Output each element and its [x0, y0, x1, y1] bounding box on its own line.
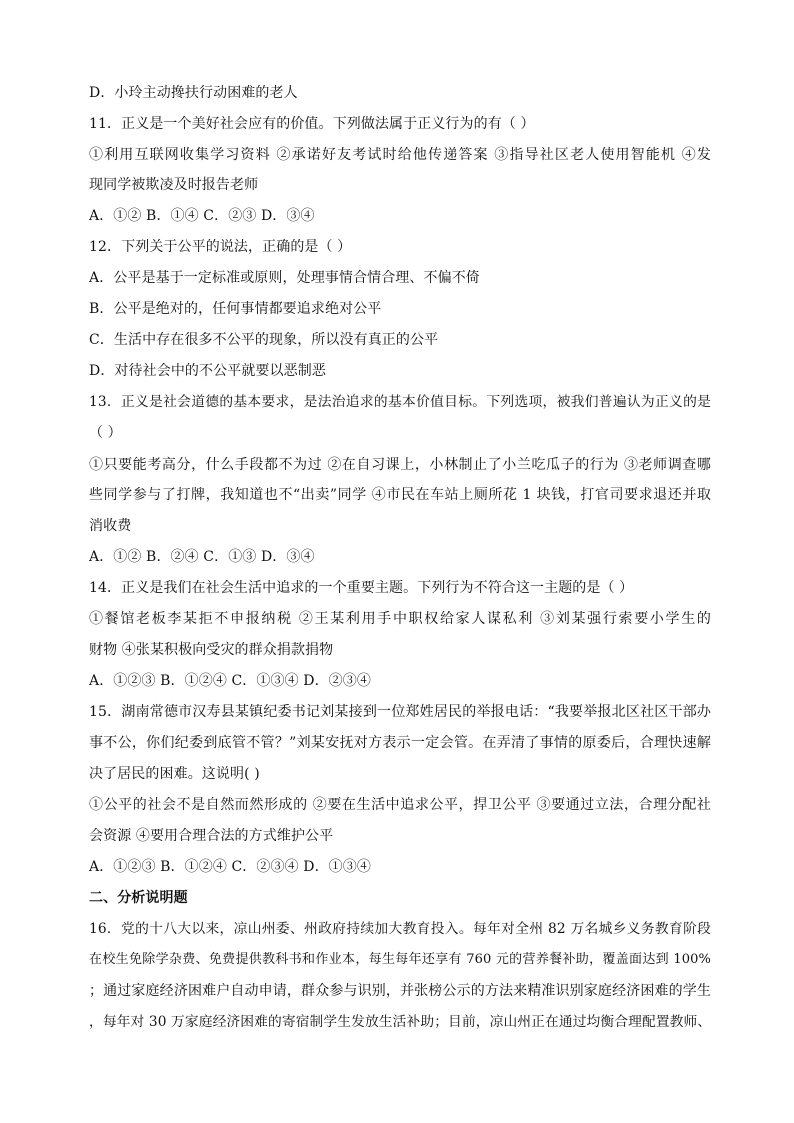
section-heading: 二、分析说明题 — [89, 890, 188, 906]
question-15-statements-line2: 会资源 ④要用合理合法的方式维护公平 — [89, 828, 334, 844]
question-13-statements-line1: ①只要能考高分，什么手段都不为过 ②在自习课上，小林制止了小兰吃瓜子的行为 ③老师调查哪 — [89, 457, 711, 473]
question-15-statements-line1: ①公平的社会不是自然而然形成的 ②要在生活中追求公平，捍卫公平 ③要通过立法，合理分配社 — [89, 797, 711, 813]
question-15-options: A．①②③ B．①②④ C．②③④ D．①③④ — [89, 859, 371, 875]
question-12-option-b: B．公平是绝对的，任何事情都要追求绝对公平 — [89, 301, 382, 317]
question-11-stem: 11．正义是一个美好社会应有的价值。下列做法属于正义行为的有（ ） — [89, 116, 535, 132]
question-13-statements-line3: 消收费 — [89, 518, 132, 534]
question-14-options: A．①②③ B．①②④ C．①③④ D．②③④ — [89, 673, 371, 689]
question-15-stem-line2: 事不公，你们纪委到底管不管？”刘某安抚对方表示一定会管。在弄清了事情的原委后，合理快速解 — [89, 735, 711, 751]
question-11-statements-line2: 现同学被欺凌及时报告老师 — [89, 177, 259, 193]
question-16-text-line1: 16．党的十八大以来，凉山州委、州政府持续加大教育投入。每年对全州 82 万名城乡义务教育阶段 — [89, 921, 711, 937]
question-14-statements-line1: ①餐馆老板李某拒不申报纳税 ②王某利用手中职权给家人谋私利 ③刘某强行索要小学生的 — [89, 611, 711, 627]
question-16-text-line4: ，每年对 30 万家庭经济困难的寄宿制学生发放生活补助；目前，凉山州正在通过均衡合理配置教师、 — [89, 1014, 711, 1030]
question-13-statements-line2: 些同学参与了打牌，我知道也不“出卖”同学 ④市民在车站上厕所花 1 块钱，打官司要求退还并取 — [89, 487, 711, 503]
question-16-text-line3: ；通过家庭经济困难户自动申请，群众参与识别，并张榜公示的方法来精准识别家庭经济困难的学生 — [89, 983, 711, 999]
question-11-statements-line1: ①利用互联网收集学习资料 ②承诺好友考试时给他传递答案 ③指导社区老人使用智能机 ④发 — [89, 147, 711, 163]
question-12-stem: 12．下列关于公平的说法，正确的是（ ） — [89, 239, 352, 255]
question-12-option-a: A．公平是基于一定标准或原则，处理事情合情合理、不偏不倚 — [89, 270, 480, 286]
question-13-stem-line2: （ ） — [89, 425, 122, 441]
question-14-stem: 14．正义是我们在社会生活中追求的一个重要主题。下列行为不符合这一主题的是（ ） — [89, 580, 634, 596]
question-15-stem-line3: 决了居民的困难。这说明( ) — [89, 766, 260, 782]
question-13-stem-line1: 13．正义是社会道德的基本要求，是法治追求的基本价值目标。下列选项，被我们普遍认为正义的是 — [89, 394, 711, 410]
question-15-stem-line1: 15．湖南常德市汉寿县某镇纪委书记刘某接到一位郑姓居民的举报电话：“我要举报北区社区干部办 — [89, 704, 711, 720]
option-d-q10: D．小玲主动搀扶行动困难的老人 — [89, 85, 298, 101]
question-12-option-d: D．对待社会中的不公平就要以恶制恶 — [89, 363, 326, 379]
question-13-options: A．①② B．②④ C．①③ D．③④ — [89, 549, 315, 565]
question-11-options: A．①② B．①④ C．②③ D．③④ — [89, 208, 315, 224]
question-14-statements-line2: 财物 ④张某积极向受灾的群众捐款捐物 — [89, 642, 334, 658]
question-16-text-line2: 在校生免除学杂费、免费提供教科书和作业本，每生每年还享有 760 元的营养餐补助，覆盖面达到 100% — [89, 952, 711, 967]
question-12-option-c: C．生活中存在很多不公平的现象，所以没有真正的公平 — [89, 332, 439, 348]
